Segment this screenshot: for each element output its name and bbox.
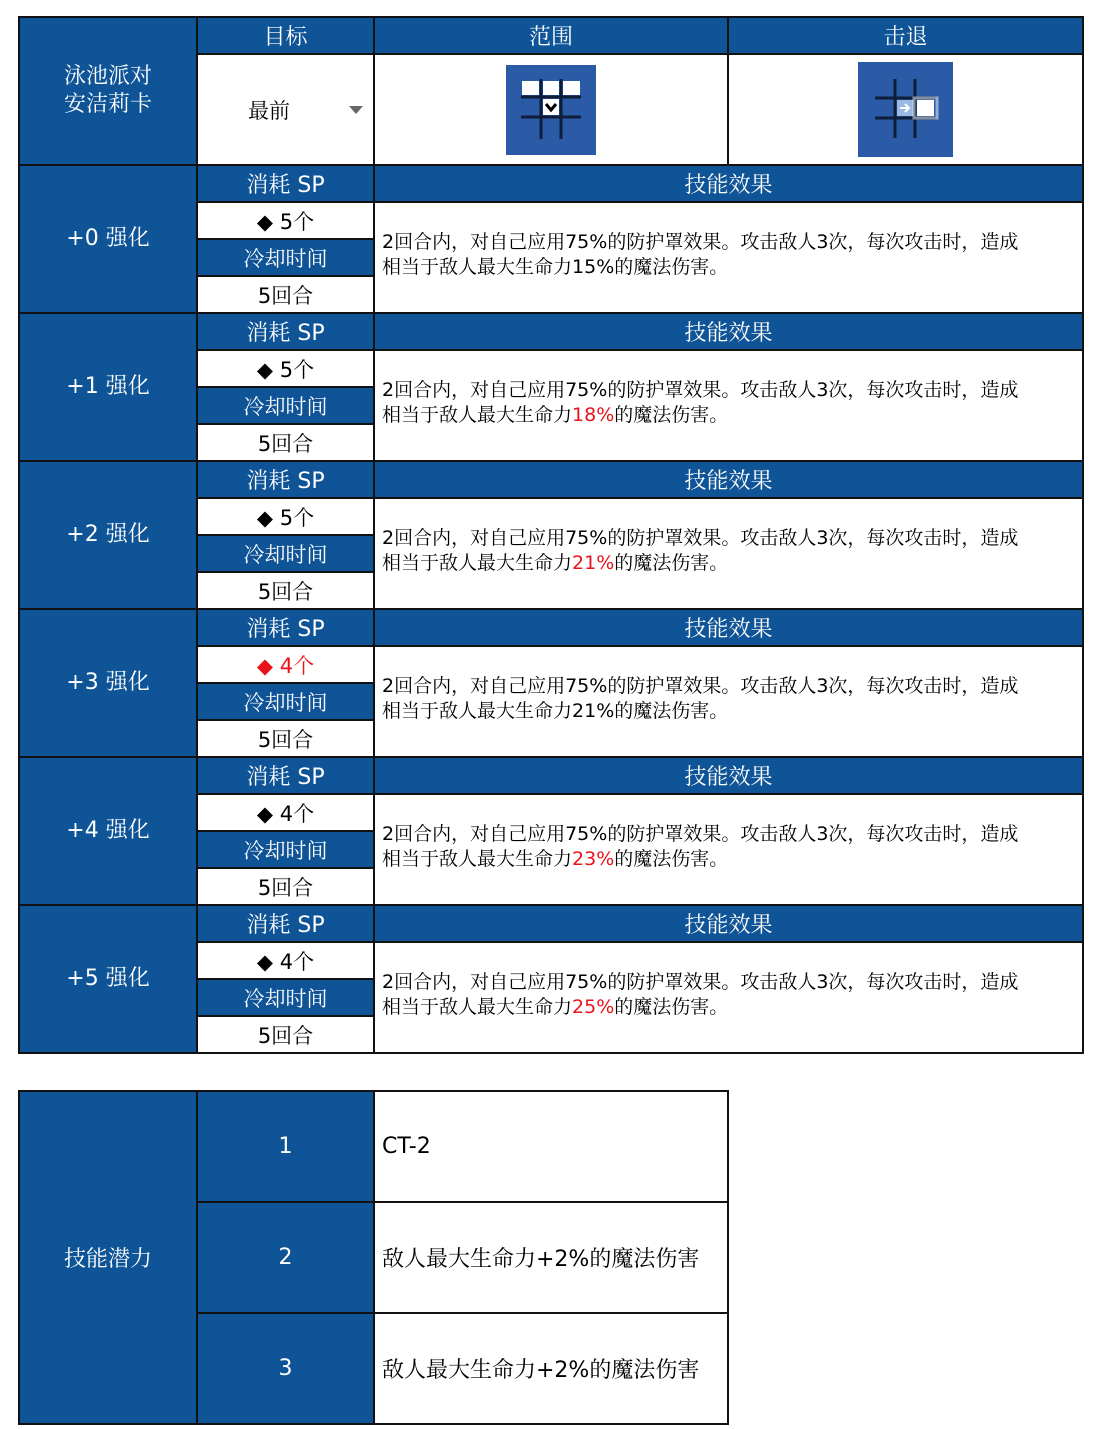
sp-header: 消耗 SP bbox=[197, 313, 374, 350]
sp-header: 消耗 SP bbox=[197, 757, 374, 794]
effect-header: 技能效果 bbox=[374, 313, 1083, 350]
effect-text bbox=[374, 646, 1083, 757]
effect-text bbox=[374, 942, 1083, 1053]
cooldown-header: 冷却时间 bbox=[197, 683, 374, 720]
character-name-cell bbox=[19, 17, 197, 165]
potential-text: CT-2 bbox=[374, 1091, 728, 1202]
effect-line2-post: 的魔法伤害。 bbox=[614, 551, 729, 574]
effect-line2-post: 的魔法伤害。 bbox=[614, 255, 729, 278]
cooldown-value: 5回合 bbox=[197, 572, 374, 609]
sp-value bbox=[197, 646, 374, 683]
effect-header: 技能效果 bbox=[374, 461, 1083, 498]
cooldown-header: 冷却时间 bbox=[197, 535, 374, 572]
effect-percent: 23% bbox=[572, 847, 615, 870]
diamond-icon: ◆ bbox=[256, 357, 274, 382]
level-label-4: +4 强化 bbox=[19, 757, 197, 905]
effect-header: 技能效果 bbox=[374, 905, 1083, 942]
cooldown-value: 5回合 bbox=[197, 720, 374, 757]
effect-header: 技能效果 bbox=[374, 165, 1083, 202]
effect-text bbox=[374, 498, 1083, 609]
potential-num: 2 bbox=[197, 1202, 374, 1313]
knockback-header: 击退 bbox=[728, 17, 1083, 54]
effect-line2-pre: 相当于敌人最大生命力 bbox=[382, 847, 573, 870]
sp-header: 消耗 SP bbox=[197, 905, 374, 942]
cooldown-header: 冷却时间 bbox=[197, 979, 374, 1016]
effect-text bbox=[374, 202, 1083, 313]
target-header: 目标 bbox=[197, 17, 374, 54]
sp-header: 消耗 SP bbox=[197, 165, 374, 202]
cooldown-value: 5回合 bbox=[197, 868, 374, 905]
diamond-icon: ◆ bbox=[256, 505, 274, 530]
potential-text: 敌人最大生命力+2%的魔法伤害 bbox=[374, 1313, 728, 1424]
effect-text bbox=[374, 350, 1083, 461]
effect-header: 技能效果 bbox=[374, 609, 1083, 646]
potential-num: 1 bbox=[197, 1091, 374, 1202]
effect-line1: 2回合内，对自己应用75%的防护罩效果。攻击敌人3次，每次攻击时，造成 bbox=[382, 970, 1019, 993]
effect-header: 技能效果 bbox=[374, 757, 1083, 794]
sp-value-text: 5个 bbox=[279, 505, 315, 530]
diamond-icon: ◆ bbox=[256, 801, 274, 826]
effect-line2-pre: 相当于敌人最大生命力 bbox=[382, 403, 573, 426]
sp-value bbox=[197, 498, 374, 535]
sp-value-text: 4个 bbox=[279, 653, 315, 678]
cooldown-value: 5回合 bbox=[197, 276, 374, 313]
effect-line2-post: 的魔法伤害。 bbox=[614, 403, 729, 426]
effect-line2-pre: 相当于敌人最大生命力 bbox=[382, 995, 573, 1018]
range-header: 范围 bbox=[374, 17, 728, 54]
effect-percent: 21% bbox=[572, 551, 615, 574]
level-label-1: +1 强化 bbox=[19, 313, 197, 461]
sp-value bbox=[197, 202, 374, 239]
skill-table bbox=[18, 16, 1084, 1054]
level-label-3: +3 强化 bbox=[19, 609, 197, 757]
level-label-5: +5 强化 bbox=[19, 905, 197, 1053]
knockback-cell bbox=[728, 54, 1083, 165]
sp-value-text: 4个 bbox=[279, 801, 315, 826]
effect-line2-pre: 相当于敌人最大生命力 bbox=[382, 551, 573, 574]
sp-value bbox=[197, 350, 374, 387]
potential-text: 敌人最大生命力+2%的魔法伤害 bbox=[374, 1202, 728, 1313]
cooldown-value: 5回合 bbox=[197, 424, 374, 461]
effect-line2-pre: 相当于敌人最大生命力 bbox=[382, 699, 573, 722]
effect-line1: 2回合内，对自己应用75%的防护罩效果。攻击敌人3次，每次攻击时，造成 bbox=[382, 674, 1019, 697]
cooldown-value: 5回合 bbox=[197, 1016, 374, 1053]
sp-value-text: 4个 bbox=[279, 949, 315, 974]
diamond-icon: ◆ bbox=[256, 653, 274, 678]
potential-num: 3 bbox=[197, 1313, 374, 1424]
sp-value bbox=[197, 794, 374, 831]
effect-percent: 18% bbox=[572, 403, 615, 426]
potential-table bbox=[18, 1090, 729, 1425]
effect-percent: 15% bbox=[572, 255, 615, 278]
effect-line1: 2回合内，对自己应用75%的防护罩效果。攻击敌人3次，每次攻击时，造成 bbox=[382, 378, 1019, 401]
effect-line1: 2回合内，对自己应用75%的防护罩效果。攻击敌人3次，每次攻击时，造成 bbox=[382, 230, 1019, 253]
range-grid-down-icon bbox=[506, 65, 596, 155]
effect-line1: 2回合内，对自己应用75%的防护罩效果。攻击敌人3次，每次攻击时，造成 bbox=[382, 526, 1019, 549]
sp-value-text: 5个 bbox=[279, 209, 315, 234]
character-name-line2: 安洁莉卡 bbox=[63, 92, 152, 117]
effect-line2-pre: 相当于敌人最大生命力 bbox=[382, 255, 573, 278]
level-label-0: +0 强化 bbox=[19, 165, 197, 313]
target-dropdown-value: 最前 bbox=[248, 98, 290, 123]
effect-text bbox=[374, 794, 1083, 905]
range-cell bbox=[374, 54, 728, 165]
effect-line2-post: 的魔法伤害。 bbox=[614, 699, 729, 722]
character-name-line1: 泳池派对 bbox=[63, 64, 152, 89]
diamond-icon: ◆ bbox=[256, 209, 274, 234]
chevron-down-icon bbox=[349, 106, 363, 114]
sp-value-text: 5个 bbox=[279, 357, 315, 382]
cooldown-header: 冷却时间 bbox=[197, 831, 374, 868]
effect-line2-post: 的魔法伤害。 bbox=[614, 995, 729, 1018]
effect-percent: 25% bbox=[572, 995, 615, 1018]
cooldown-header: 冷却时间 bbox=[197, 387, 374, 424]
sp-value bbox=[197, 942, 374, 979]
potential-label: 技能潜力 bbox=[19, 1091, 197, 1424]
sp-header: 消耗 SP bbox=[197, 609, 374, 646]
sp-header: 消耗 SP bbox=[197, 461, 374, 498]
cooldown-header: 冷却时间 bbox=[197, 239, 374, 276]
diamond-icon: ◆ bbox=[256, 949, 274, 974]
effect-percent: 21% bbox=[572, 699, 615, 722]
target-dropdown[interactable] bbox=[197, 54, 374, 165]
level-label-2: +2 强化 bbox=[19, 461, 197, 609]
knockback-grid-arrow-icon bbox=[858, 62, 953, 157]
effect-line2-post: 的魔法伤害。 bbox=[614, 847, 729, 870]
effect-line1: 2回合内，对自己应用75%的防护罩效果。攻击敌人3次，每次攻击时，造成 bbox=[382, 822, 1019, 845]
